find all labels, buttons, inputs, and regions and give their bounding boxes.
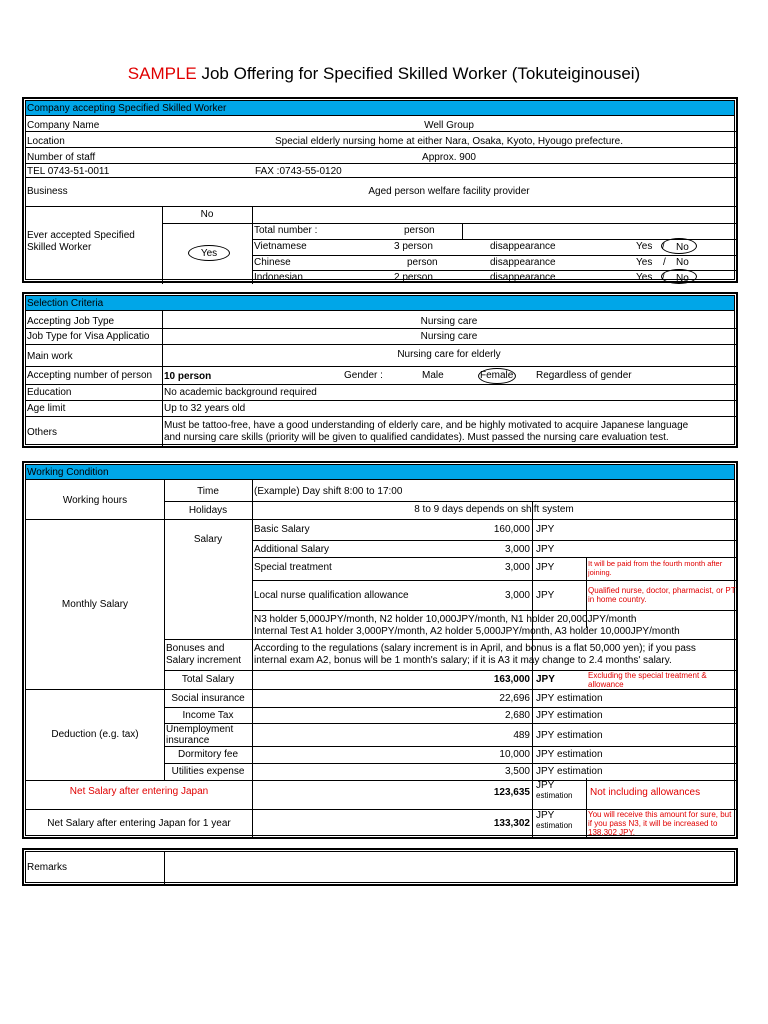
job-type-value: Nursing care: [420, 316, 478, 327]
net-salary-label: Net Salary after entering Japan: [69, 786, 209, 797]
nationality-name: Indonesian: [254, 272, 303, 283]
time-label: Time: [197, 486, 219, 497]
yes-option: Yes: [200, 248, 218, 259]
title-text: Job Offering for Specified Skilled Worker (Tokuteiginousei): [196, 64, 641, 83]
deduction-item-value: 3,500: [504, 766, 530, 777]
total-number-label: Total number :: [254, 225, 318, 236]
fax-value: FAX :0743-55-0120: [255, 166, 342, 177]
others-value: Must be tattoo-free, have a good understanding of elderly care, and be highly motivated to acquire Japanese language and nursing care skills (priority will be given to qualified candidates). Must passed the nursing care evaluation test.: [164, 420, 689, 443]
company-name-label: Company Name: [27, 120, 100, 131]
deduction-item-unit: JPY estimation: [536, 730, 603, 741]
local-allowance-note: Qualified nurse, doctor, pharmacist, or PT in home country.: [588, 586, 736, 604]
total-salary-note: Excluding the special treatment & allowance: [588, 671, 707, 689]
net-year-note: You will receive this amount for sure, but if you pass N3, it will be increased to 138,302 JPY.: [588, 810, 732, 837]
total-salary-value: 163,000: [493, 674, 530, 685]
net-salary-value: 123,635: [493, 787, 530, 798]
deduction-item-label: Dormitory fee: [177, 749, 238, 760]
nationality-count: 3 person: [394, 241, 433, 252]
basic-salary-label: Basic Salary: [254, 524, 310, 535]
accept-num-label: Accepting number of person: [27, 370, 153, 381]
others-label: Others: [27, 427, 58, 438]
male-option: Male: [422, 370, 444, 381]
accept-num-value: 10 person: [164, 371, 212, 382]
education-value: No academic background required: [164, 387, 317, 398]
working-header: Working Condition: [26, 465, 734, 480]
education-label: Education: [27, 387, 72, 398]
deduction-item-value: 489: [513, 730, 530, 741]
selection-section: [22, 292, 738, 448]
age-value: Up to 32 years old: [164, 403, 246, 414]
staff-value: Approx. 900: [422, 152, 476, 163]
special-treatment-note: It will be paid from the fourth month after joining.: [588, 559, 723, 577]
deduction-item-label: Unemployment insurance: [166, 724, 234, 746]
company-name-value: Well Group: [424, 120, 474, 131]
yes-label: Yes: [636, 272, 653, 283]
nationality-name: Chinese: [254, 257, 291, 268]
staff-label: Number of staff: [27, 152, 96, 163]
net-salary-unit: JPY estimation: [536, 780, 573, 800]
salary-label: Salary: [193, 534, 223, 545]
deduction-item-unit: JPY estimation: [536, 693, 603, 704]
disappearance-label: disappearance: [490, 257, 556, 268]
special-treatment-label: Special treatment: [254, 562, 332, 573]
nationality-count: 2 person: [394, 272, 433, 283]
net-year-value: 133,302: [493, 818, 530, 829]
net-year-unit: JPY estimation: [536, 810, 573, 830]
slash: /: [663, 257, 666, 268]
holidays-label: Holidays: [188, 505, 228, 516]
page-title: [0, 64, 768, 84]
company-header: Company accepting Specified Skilled Worker: [26, 101, 734, 116]
basic-salary-value: 160,000: [493, 524, 530, 535]
total-jpy: JPY: [536, 674, 555, 685]
monthly-salary-label: Monthly Salary: [61, 599, 129, 610]
net-year-label: Net Salary after entering Japan for 1 year: [47, 818, 231, 829]
no-label: No: [676, 242, 689, 253]
female-option: Female: [480, 370, 514, 381]
deduction-item-label: Income Tax: [182, 710, 234, 721]
deduction-item-label: Social insurance: [171, 693, 245, 704]
gender-label: Gender :: [344, 370, 383, 381]
additional-salary-value: 3,000: [504, 544, 530, 555]
yes-label: Yes: [636, 241, 653, 252]
total-person: person: [404, 225, 435, 236]
jpy-unit: JPY: [536, 544, 555, 555]
job-type-label: Accepting Job Type: [27, 316, 115, 327]
working-section: [22, 461, 738, 839]
sample-label: SAMPLE: [127, 64, 197, 83]
no-label: No: [676, 273, 689, 284]
ever-accepted-label: Ever accepted Specified Skilled Worker: [27, 230, 135, 253]
no-label: No: [676, 257, 689, 268]
deduction-item-value: 10,000: [499, 749, 530, 760]
business-value: Aged person welfare facility provider: [368, 186, 530, 197]
jpy-unit: JPY: [536, 524, 555, 535]
deduction-item-unit: JPY estimation: [536, 710, 603, 721]
nationality-count: person: [407, 257, 438, 268]
local-allowance-label: Local nurse qualification allowance: [254, 590, 409, 601]
visa-label: Job Type for Visa Applicatio: [27, 331, 150, 342]
location-value: Special elderly nursing home at either Nara, Osaka, Kyoto, Hyougo prefecture.: [275, 136, 623, 147]
holidays-value: 8 to 9 days depends on shift system: [414, 504, 574, 515]
tel-value: TEL 0743-51-0011: [27, 166, 110, 177]
main-work-value: Nursing care for elderly: [397, 349, 501, 360]
business-label: Business: [27, 186, 68, 197]
bonus-value: According to the regulations (salary increment is in April, and bonus is a flat 50,000 yen); if you pass internal exam A2, bonus will be 1 month's salary; if it is A3 it may change to 2.4 months' salary.: [254, 643, 696, 666]
remarks-section: [22, 848, 738, 886]
disappearance-label: disappearance: [490, 272, 556, 283]
disappearance-label: disappearance: [490, 241, 556, 252]
deduction-item-label: Utilities expense: [171, 766, 245, 777]
deduction-item-unit: JPY estimation: [536, 749, 603, 760]
age-label: Age limit: [27, 403, 66, 414]
no-option: No: [200, 209, 214, 220]
deduction-item-unit: JPY estimation: [536, 766, 603, 777]
main-work-label: Main work: [27, 351, 73, 362]
jpy-unit: JPY: [536, 562, 555, 573]
company-section: [22, 97, 738, 283]
deduction-item-value: 22,696: [499, 693, 530, 704]
jpy-unit: JPY: [536, 590, 555, 601]
local-allowance-value: 3,000: [504, 590, 530, 601]
total-salary-label: Total Salary: [181, 674, 235, 685]
no-circle: [661, 269, 697, 284]
net-salary-note: Not including allowances: [590, 787, 701, 798]
slash: /: [662, 241, 665, 252]
language-allowance: N3 holder 5,000JPY/month, N2 holder 10,000JPY/month, N1 holder 20,000JPY/month Internal Test A1 holder 3,000PY/month, A2 holder 5,000JPY/month, A3 holder 10,000JPY/month: [254, 614, 680, 637]
slash: /: [662, 272, 665, 283]
selection-header: Selection Criteria: [26, 296, 734, 311]
yes-label: Yes: [636, 257, 653, 268]
additional-salary-label: Additional Salary: [254, 544, 330, 555]
special-treatment-value: 3,000: [504, 562, 530, 573]
deduction-label: Deduction (e.g. tax): [51, 729, 139, 740]
location-label: Location: [27, 136, 65, 147]
no-circle: [661, 238, 697, 254]
bonus-label: Bonuses and Salary increment: [166, 643, 242, 666]
time-value: (Example) Day shift 8:00 to 17:00: [254, 486, 403, 497]
nationality-name: Vietnamese: [254, 241, 307, 252]
remarks-label: Remarks: [27, 862, 68, 873]
deduction-item-value: 2,680: [504, 710, 530, 721]
visa-value: Nursing care: [420, 331, 478, 342]
working-hours-label: Working hours: [62, 495, 128, 506]
regardless-option: Regardless of gender: [536, 370, 632, 381]
